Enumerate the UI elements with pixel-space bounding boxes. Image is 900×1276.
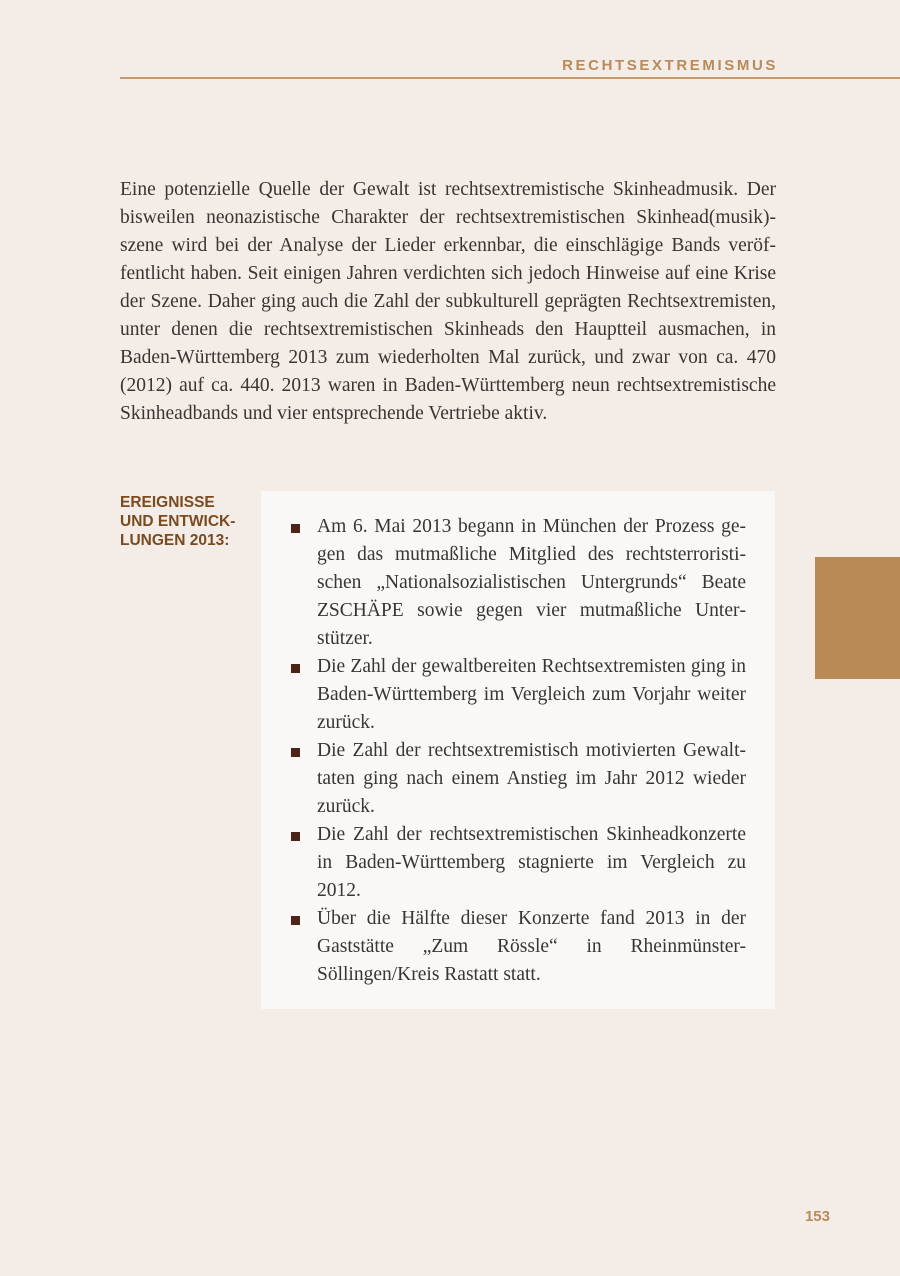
list-item — [290, 905, 746, 989]
page-number: 153 — [804, 1208, 830, 1225]
events-label-line: UND ENTWICK- — [120, 513, 236, 530]
header-divider — [120, 77, 900, 79]
list-item — [290, 737, 746, 821]
square-bullet-icon — [291, 832, 300, 841]
list-item — [290, 653, 746, 737]
square-bullet-icon — [291, 916, 300, 925]
events-section-label — [120, 493, 258, 550]
body-paragraph: Eine potenzielle Quelle der Gewalt ist rechtsextremistische Skinheadmusik. Der bisweilen neonazistische Charakter der rechtsextremistischen Skinhead(musik)szene wird bei der Analyse der Lieder erkennbar, die einschlägige Bands veröffentlicht haben. Seit einigen Jahren verdichten sich jedoch Hinweise auf eine Krise der Szene. Daher ging auch die Zahl der subkulturell geprägten Rechtsextremisten, unter denen die rechtsextremistischen Skinheads den Hauptteil ausmachen, in Baden-Württemberg 2013 zum wiederholten Mal zurück, und zwar von ca. 470 (2012) auf ca. 440. 2013 waren in Baden-Württemberg neun rechtsextremistische Skinheadbands und vier entsprechende Vertriebe aktiv. — [120, 179, 776, 424]
list-item-text: Die Zahl der rechtsextremistisch motivierten Gewalttaten ging nach einem Anstieg im Jahr 2012 wieder zurück. — [317, 740, 746, 817]
list-item-text: Am 6. Mai 2013 begann in München der Prozess gegen das mutmaßliche Mitglied des rechtsterroristischen „Nationalsozialistischen Untergrunds“ Beate ZSCHÄPE sowie gegen vier mutmaßliche Unterstützer. — [317, 516, 746, 649]
list-item-text: Die Zahl der rechtsextremistischen Skinheadkonzerte in Baden-Württemberg stagnierte im Vergleich zu 2012. — [317, 824, 746, 901]
chapter-tab-marker — [815, 557, 900, 679]
square-bullet-icon — [291, 748, 300, 757]
events-list — [290, 513, 746, 989]
square-bullet-icon — [291, 664, 300, 673]
section-title: RECHTSEXTREMISMUS — [562, 57, 778, 74]
events-box — [261, 491, 775, 1009]
square-bullet-icon — [291, 524, 300, 533]
events-label-line: EREIGNISSE — [120, 494, 215, 511]
list-item — [290, 513, 746, 653]
list-item — [290, 821, 746, 905]
list-item-text: Die Zahl der gewaltbereiten Rechtsextremisten ging in Baden-Württemberg im Vergleich zum Vorjahr weiter zurück. — [317, 656, 746, 733]
events-label-line: LUNGEN 2013: — [120, 532, 230, 549]
list-item-text: Über die Hälfte dieser Konzerte fand 2013 in der Gaststätte „Zum Rössle“ in Rheinmünster-Söllingen/Kreis Rastatt statt. — [317, 908, 746, 985]
